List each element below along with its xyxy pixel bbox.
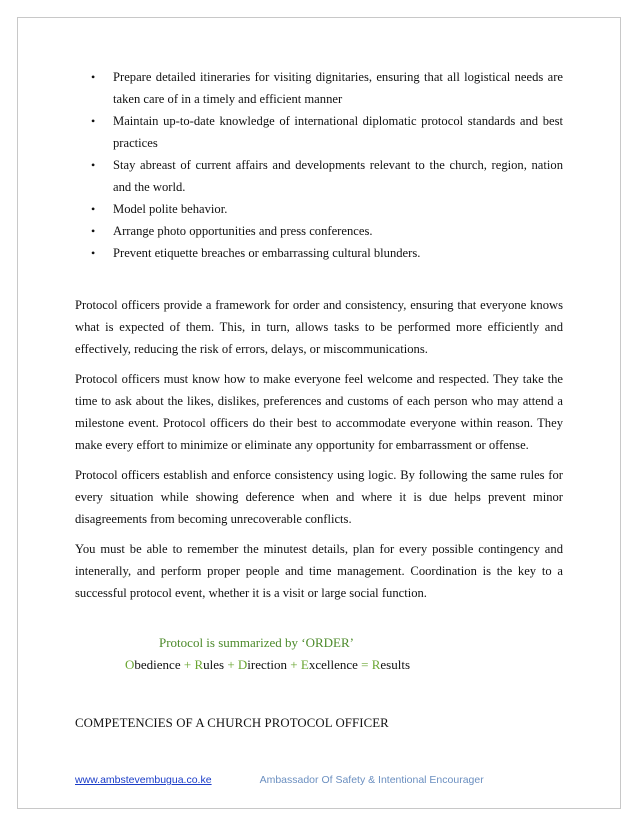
acronym-word: esults <box>380 657 411 672</box>
paragraph: Protocol officers provide a framework for order and consistency, ensuring that everyone knows what is expected of them. This, in turn, allows tasks to be performed more efficiently and effectively, reducing the risk of errors, delays, or miscommunications. <box>75 298 563 356</box>
bullet-text: Arrange photo opportunities and press conferences. <box>113 224 373 238</box>
footer-tagline: Ambassador Of Safety & Intentional Encourager <box>259 774 484 786</box>
bullet-text: Prepare detailed itineraries for visiting dignitaries, ensuring that all logistical needs are taken care of in a timely and efficient manner <box>113 70 563 106</box>
equals-sign: = <box>357 657 372 672</box>
bullet-item <box>75 154 563 198</box>
bullet-item <box>75 242 563 264</box>
bullet-item <box>75 110 563 154</box>
section-heading: COMPETENCIES OF A CHURCH PROTOCOL OFFICER <box>75 716 389 730</box>
bullet-icon: • <box>91 224 96 238</box>
bullet-icon: • <box>91 246 96 260</box>
bullet-text: Stay abreast of current affairs and developments relevant to the church, region, nation and the world. <box>113 158 563 194</box>
acronym-initial: R <box>194 657 204 672</box>
acronym-initial: O <box>125 657 135 672</box>
bullet-icon: • <box>91 114 96 128</box>
body-paragraphs <box>75 294 563 604</box>
bullet-icon: • <box>91 70 96 84</box>
bullet-icon: • <box>91 158 96 172</box>
paragraph: You must be able to remember the minutest details, plan for every possible contingency and intenerally, and perform proper people and time management. Coordination is the key to a successful protocol event, whether it is a visit or large social function. <box>75 542 563 600</box>
bullet-icon: • <box>91 202 96 216</box>
bullet-text: Maintain up-to-date knowledge of international diplomatic protocol standards and best practices <box>113 114 563 150</box>
acronym-word: irection <box>247 657 288 672</box>
order-acronym-line <box>75 654 563 676</box>
acronym-word: bedience <box>134 657 181 672</box>
acronym-word: ules <box>203 657 225 672</box>
acronym-initial: E <box>300 657 309 672</box>
acronym-word: xcellence <box>308 657 358 672</box>
page-content <box>75 66 563 734</box>
paragraph: Protocol officers establish and enforce consistency using logic. By following the same rules for every situation while showing deference when and where it is due helps prevent minor disagreements from becoming unrecoverable conflicts. <box>75 468 563 526</box>
bullet-list <box>75 66 563 264</box>
plus-sign: + <box>224 657 238 672</box>
plus-sign: + <box>287 657 301 672</box>
plus-sign: + <box>180 657 195 672</box>
bullet-item <box>75 198 563 220</box>
bullet-item <box>75 220 563 242</box>
order-title: Protocol is summarized by ‘ORDER’ <box>159 635 354 650</box>
paragraph: Protocol officers must know how to make everyone feel welcome and respected. They take the time to ask about the likes, dislikes, preferences and customs of each person who may attend a milestone event. Protocol officers do their best to accommodate everyone within reason. They make every effort to minimize or eliminate any opportunity for embarrassment or offense. <box>75 372 563 452</box>
acronym-initial: R <box>371 657 381 672</box>
bullet-item <box>75 66 563 110</box>
page-footer <box>75 774 563 786</box>
bullet-text: Model polite behavior. <box>113 202 228 216</box>
acronym-initial: D <box>237 657 248 672</box>
website-link[interactable]: www.ambstevembugua.co.ke <box>75 774 212 786</box>
bullet-text: Prevent etiquette breaches or embarrassing cultural blunders. <box>113 246 421 260</box>
